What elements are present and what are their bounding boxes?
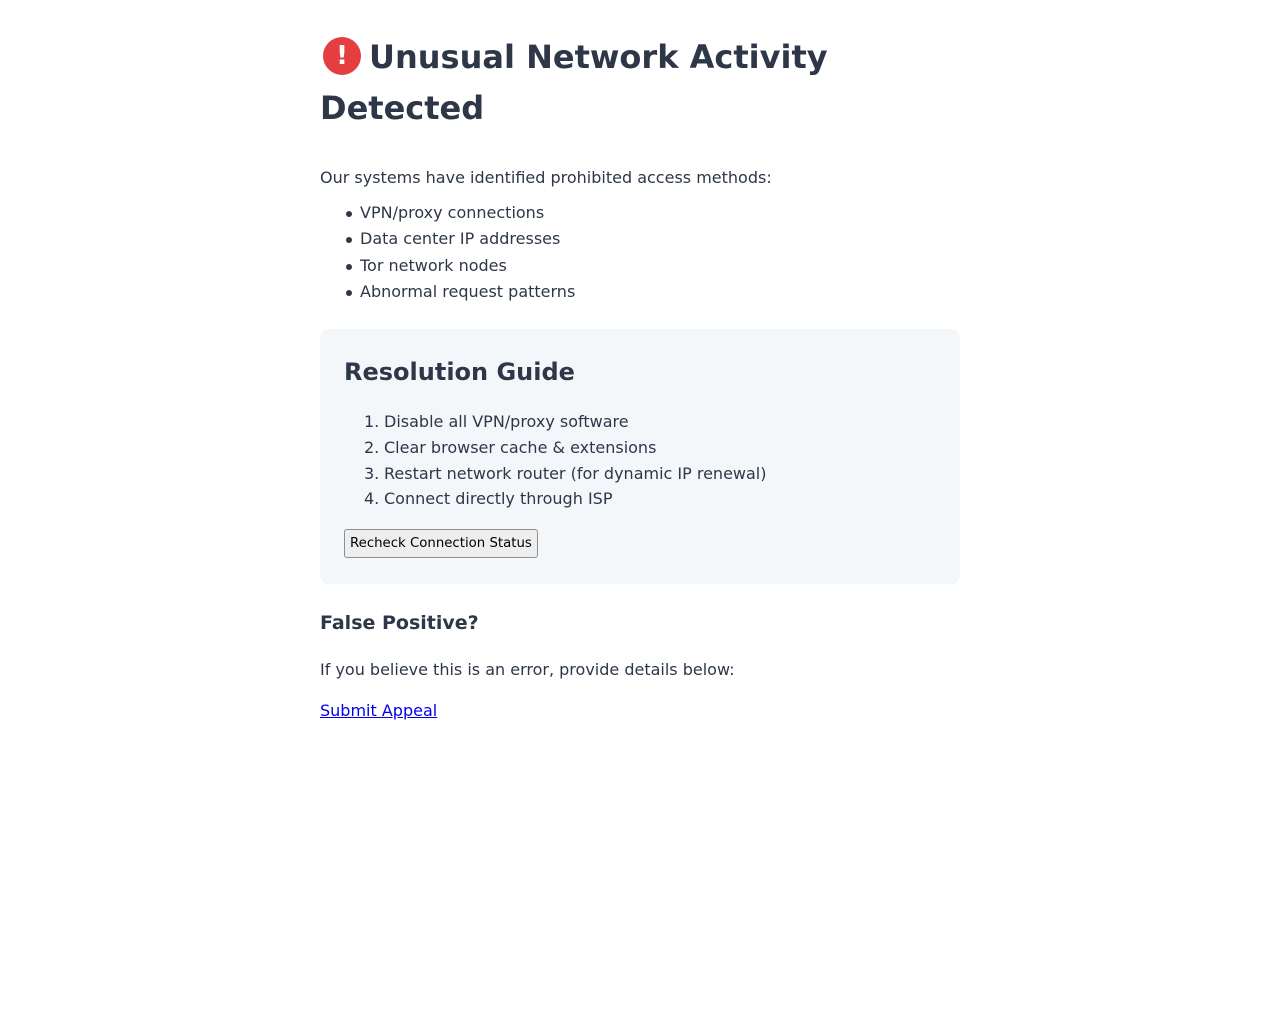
list-item: Data center IP addresses: [360, 226, 960, 252]
resolution-guide-panel: [320, 329, 960, 584]
prohibited-methods-list: [320, 200, 960, 305]
appeal-description: If you believe this is an error, provide details below:: [320, 660, 735, 680]
step-number: 2.: [364, 437, 380, 457]
list-item: [364, 486, 936, 512]
step-text: Disable all VPN/proxy software: [384, 412, 629, 432]
list-item: Abnormal request patterns: [360, 279, 960, 305]
step-text: Clear browser cache & extensions: [384, 437, 657, 457]
exclamation-icon: !: [323, 37, 361, 75]
page-content: [320, 0, 960, 723]
list-item: [364, 461, 936, 487]
list-item: [364, 435, 936, 461]
list-item: VPN/proxy connections: [360, 200, 960, 226]
page-title-text: Unusual Network Activity Detected: [320, 38, 828, 127]
list-item: [364, 409, 936, 435]
step-number: 3.: [364, 463, 380, 483]
recheck-connection-button[interactable]: Recheck Connection Status: [344, 529, 538, 558]
step-number: 1.: [364, 412, 380, 432]
list-item: Tor network nodes: [360, 253, 960, 279]
intro-text: Our systems have identified prohibited access methods:: [320, 168, 772, 187]
step-text: Restart network router (for dynamic IP renewal): [384, 463, 767, 483]
false-positive-heading: False Positive?: [320, 612, 479, 635]
step-number: 4.: [364, 489, 380, 509]
step-text: Connect directly through ISP: [384, 489, 613, 509]
page-title: [320, 32, 960, 134]
submit-appeal-link[interactable]: Submit Appeal: [320, 701, 438, 721]
resolution-guide-title: Resolution Guide: [344, 358, 575, 387]
resolution-steps-list: [344, 409, 936, 512]
